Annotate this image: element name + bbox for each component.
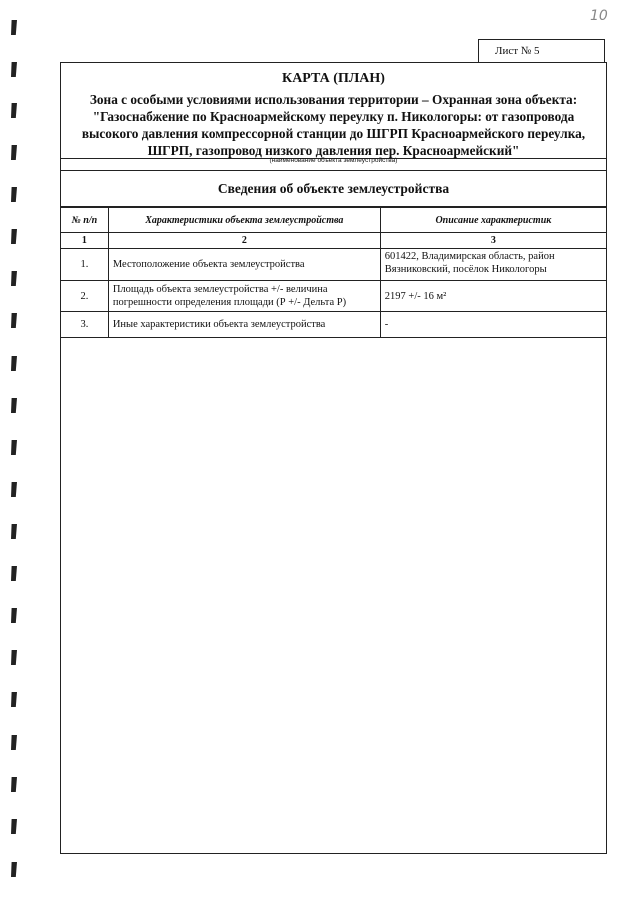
binding-mark bbox=[11, 440, 17, 455]
binding-mark bbox=[11, 524, 17, 539]
binding-mark bbox=[11, 650, 17, 665]
binding-mark bbox=[11, 608, 17, 623]
binding-mark bbox=[11, 777, 17, 792]
document-title: КАРТА (ПЛАН) bbox=[282, 71, 385, 86]
column-header: Описание характеристик bbox=[380, 208, 606, 233]
object-name-caption: (наименование объекта землеустройства) bbox=[269, 157, 398, 164]
document-subtitle: Зона с особыми условиями использования территории – Охранная зона объекта: "Газоснабжение по Красноармейскому переулку п. Никологоры: от газопровода высокого давления компрессорной станции до ШГРП Красноармейского переулка, ШГРП, газопровод низкого давления пер. Красноармейский" bbox=[81, 92, 586, 158]
description-cell: 2197 +/- 16 м² bbox=[380, 281, 606, 312]
binding-mark bbox=[11, 62, 17, 77]
handwritten-page-number: 10 bbox=[590, 8, 608, 24]
binding-mark bbox=[11, 819, 17, 834]
section-title: Сведения об объекте землеустройства bbox=[61, 171, 606, 207]
binding-mark bbox=[11, 398, 17, 413]
binding-mark bbox=[11, 735, 17, 750]
characteristic-cell: Площадь объекта землеустройства +/- величина погрешности определения площади (Р +/- Дельта Р) bbox=[108, 281, 380, 312]
binding-mark bbox=[11, 229, 17, 244]
table-row bbox=[61, 312, 606, 338]
sheet-number: Лист № 5 bbox=[478, 39, 605, 62]
column-number: 1 bbox=[61, 233, 108, 249]
row-number: 3. bbox=[61, 312, 108, 338]
title-block bbox=[61, 63, 606, 171]
table-row bbox=[61, 249, 606, 281]
table-header-row bbox=[61, 208, 606, 233]
binding-mark bbox=[11, 145, 17, 160]
binding-mark bbox=[11, 862, 17, 877]
column-number: 3 bbox=[380, 233, 606, 249]
row-number: 1. bbox=[61, 249, 108, 281]
description-cell: - bbox=[380, 312, 606, 338]
document-frame bbox=[60, 62, 607, 854]
description-cell: 601422, Владимирская область, район Вязниковский, посёлок Никологоры bbox=[380, 249, 606, 281]
column-number: 2 bbox=[108, 233, 380, 249]
binding-mark bbox=[11, 187, 17, 202]
binding-mark bbox=[11, 566, 17, 581]
characteristic-cell: Иные характеристики объекта землеустройства bbox=[108, 312, 380, 338]
binding-mark bbox=[11, 313, 17, 328]
column-header: Характеристики объекта землеустройства bbox=[108, 208, 380, 233]
binding-mark bbox=[11, 103, 17, 118]
characteristic-cell: Местоположение объекта землеустройства bbox=[108, 249, 380, 281]
binding-mark bbox=[11, 271, 17, 286]
binding-mark bbox=[11, 20, 17, 35]
binding-mark bbox=[11, 482, 17, 497]
column-header: № п/п bbox=[61, 208, 108, 233]
object-info-table bbox=[61, 207, 606, 338]
column-number-row bbox=[61, 233, 606, 249]
binding-mark bbox=[11, 692, 17, 707]
table-row bbox=[61, 281, 606, 312]
binding-mark bbox=[11, 356, 17, 371]
row-number: 2. bbox=[61, 281, 108, 312]
